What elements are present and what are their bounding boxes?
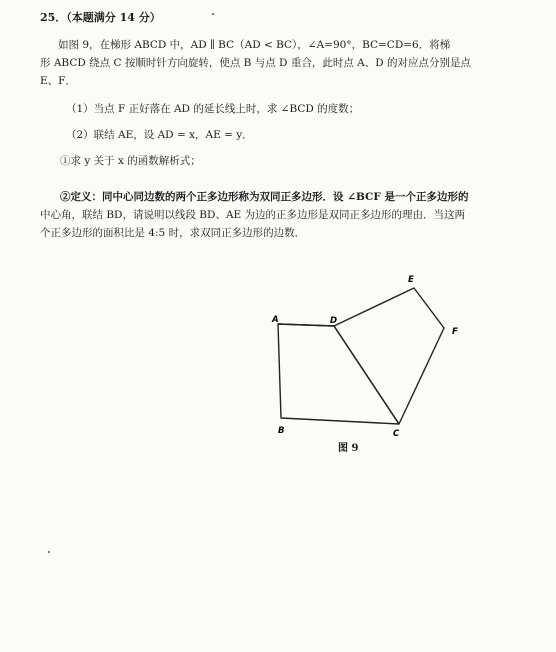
point-label-e: E (408, 275, 414, 285)
trapezoid-abcd (278, 324, 399, 424)
scan-speck (48, 551, 50, 553)
rotated-trapezoid-dcfe (334, 288, 444, 424)
point-label-d: D (330, 316, 338, 326)
point-label-b: B (278, 426, 285, 436)
question-header: 25．（本题满分 14 分） (40, 11, 161, 24)
segment-dc (334, 326, 399, 424)
segment-ad (278, 324, 334, 326)
question-part-2: （2）联结 AE，设 AD = x，AE = y． (66, 129, 253, 141)
scan-speck (212, 13, 214, 15)
point-label-f: F (452, 327, 458, 337)
question-line-2: 形 ABCD 绕点 C 按顺时针方向旋转，使点 B 与点 D 重合，此时点 A、D 的对应点分别是点 (40, 57, 471, 69)
question-part-2-sub-1: ①求 y 关于 x 的函数解析式； (60, 155, 201, 167)
question-part-2-sub-2: ②定义：同中心同边数的两个正多边形称为双同正多边形．设 ∠BCF 是一个正多边形的 (60, 191, 469, 203)
question-line-3: E、F． (40, 75, 76, 87)
question-part-2-sub-2-end: 个正多边形的面积比是 4:5 时，求双同正多边形的边数． (40, 227, 306, 239)
geometry-figure (262, 268, 482, 448)
figure-caption: 图 9 (338, 443, 359, 454)
question-part-2-sub-2-cont: 中心角，联结 BD，请说明以线段 BD、AE 为边的正多边形是双同正多边形的理由．当这两 (40, 209, 466, 221)
point-label-c: C (393, 429, 400, 439)
question-line-1: 如图 9，在梯形 ABCD 中，AD ∥ BC（AD < BC），∠A=90°，BC=CD=6．将梯 (58, 39, 451, 51)
question-part-1: （1）当点 F 正好落在 AD 的延长线上时，求 ∠BCD 的度数； (66, 103, 360, 115)
point-label-a: A (272, 315, 279, 325)
